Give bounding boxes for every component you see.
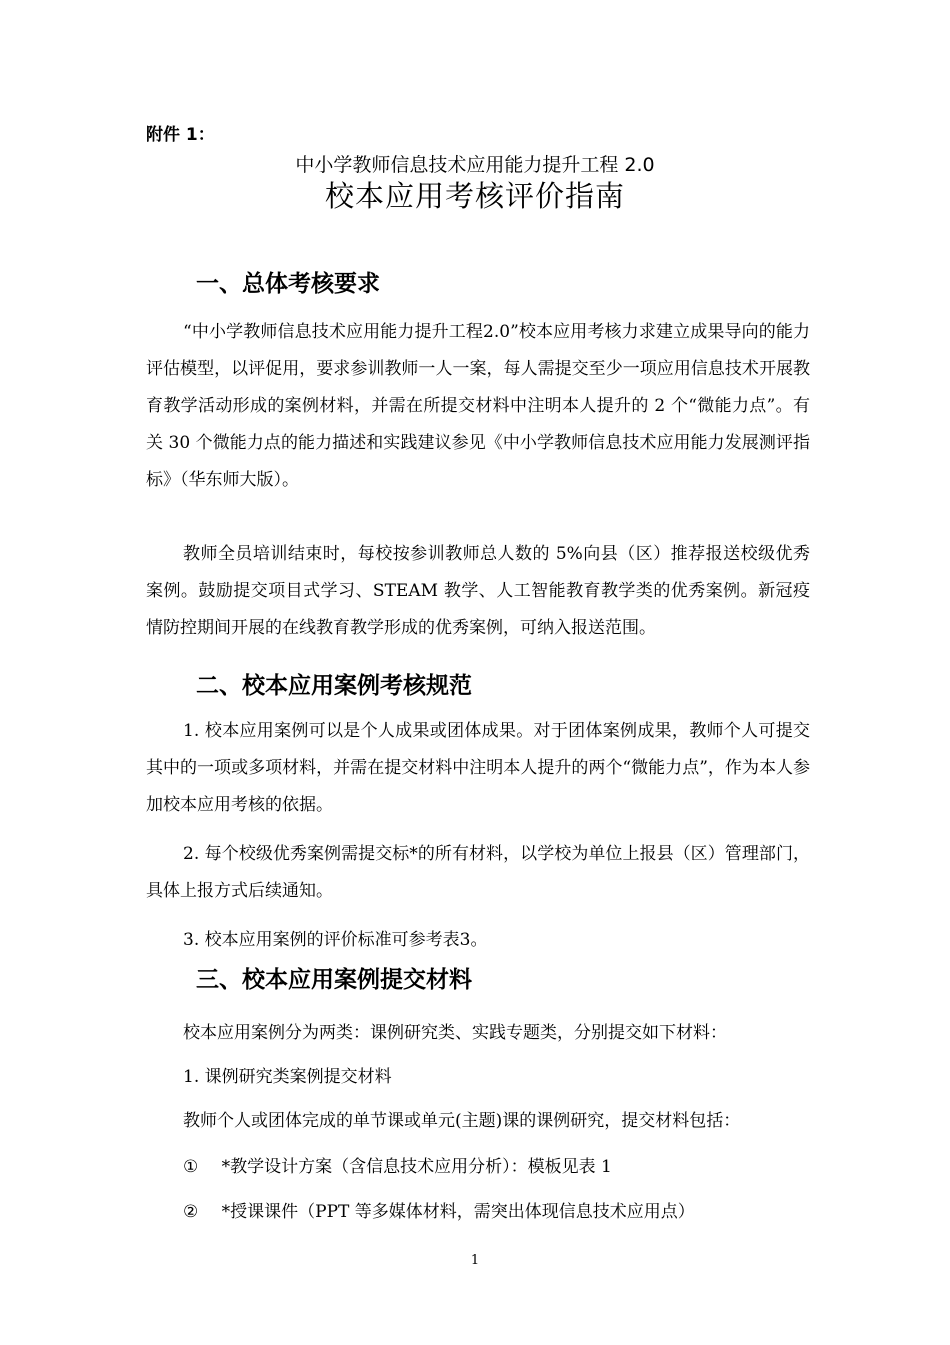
section1-heading: 一、总体考核要求 (196, 271, 380, 297)
list-marker: ② (183, 1202, 199, 1222)
section1-paragraph-1: “中小学教师信息技术应用能力提升工程2.0”校本应用考核力求建立成果导向的能力评估模型，以评促用，要求参训教师一人一案，每人需提交至少一项应用信息技术开展教育教学活动形成的案例材料，并需在所提交材料中注明本人提升的 2 个“微能力点”。有关 30 个微能力点的能力描述和实践建议参见《中小学教师信息技术应用能力发展测评指标》（华东师大版）。 (146, 322, 810, 490)
section2-item-3: 3. 校本应用案例的评价标准可参考表3。 (183, 930, 488, 950)
list-item (183, 1152, 612, 1177)
list-text: *教学设计方案（含信息技术应用分析）：模板见表 1 (221, 1157, 612, 1177)
attachment-label: 附件 1： (146, 125, 215, 145)
list-marker: ① (183, 1157, 199, 1177)
section2-item-2: 2. 每个校级优秀案例需提交标*的所有材料，以学校为单位上报县（区）管理部门，具体上报方式后续通知。 (146, 844, 810, 901)
document-title: 校本应用考核评价指南 (324, 179, 625, 213)
section2-heading: 二、校本应用案例考核规范 (196, 673, 472, 699)
list-text: *授课课件（PPT 等多媒体材料，需突出体现信息技术应用点） (221, 1202, 695, 1222)
section3-subheading-1-desc: 教师个人或团体完成的单节课或单元(主题)课的课例研究，提交材料包括： (183, 1111, 741, 1131)
section3-heading: 三、校本应用案例提交材料 (196, 967, 472, 993)
section1-paragraph-2: 教师全员培训结束时，每校按参训教师总人数的 5%向县（区）推荐报送校级优秀案例。鼓励提交项目式学习、STEAM 教学、人工智能教育教学类的优秀案例。新冠疫情防控期间开展的在线教育教学形成的优秀案例，可纳入报送范围。 (146, 544, 810, 638)
section3-intro: 校本应用案例分为两类：课例研究类、实践专题类，分别提交如下材料： (183, 1023, 727, 1043)
document-subtitle: 中小学教师信息技术应用能力提升工程 2.0 (295, 154, 655, 176)
page-number: 1 (470, 1253, 480, 1268)
list-item (183, 1197, 695, 1222)
section2-item-1: 1. 校本应用案例可以是个人成果或团体成果。对于团体案例成果，教师个人可提交其中的一项或多项材料，并需在提交材料中注明本人提升的两个“微能力点”，作为本人参加校本应用考核的依据。 (146, 721, 810, 815)
section3-subheading-1: 1. 课例研究类案例提交材料 (183, 1067, 392, 1087)
